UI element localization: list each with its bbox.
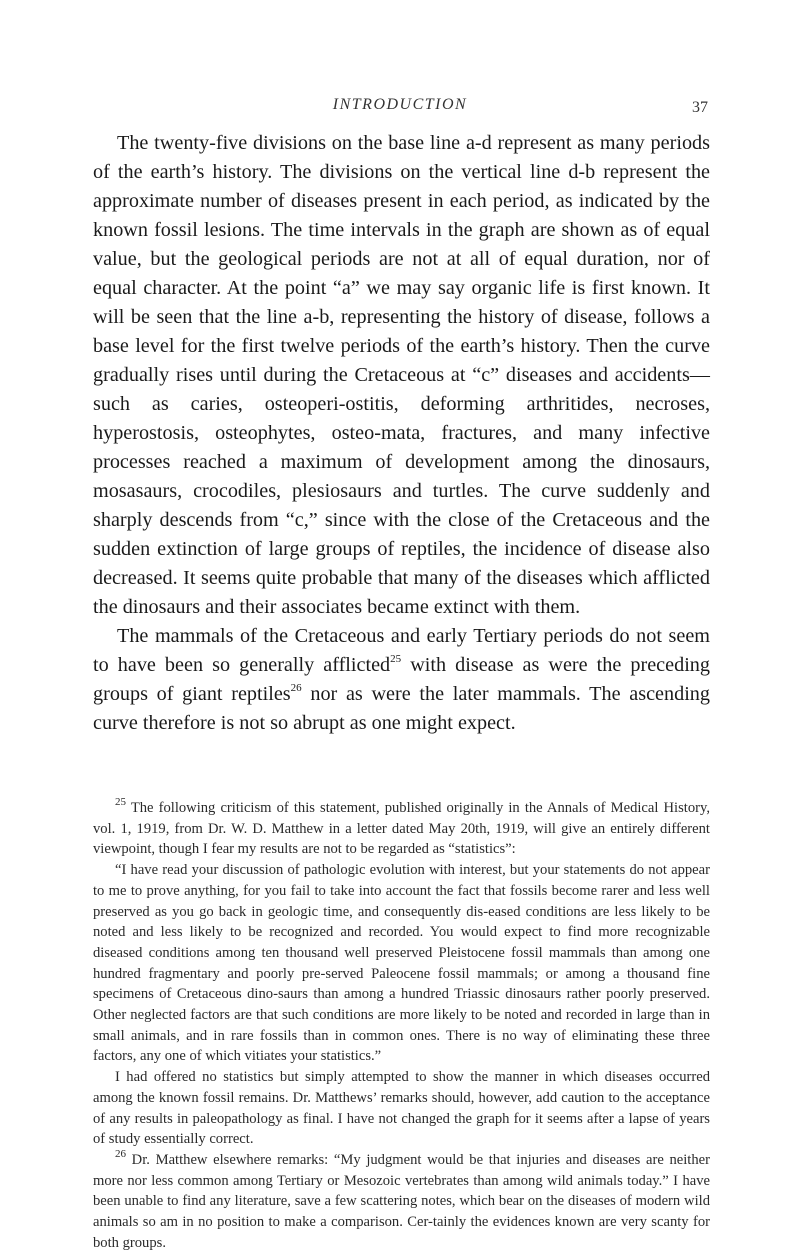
footnote-26-text: Dr. Matthew elsewhere remarks: “My judgment would be that injuries and diseases are neither more nor less common among Tertiary or Mesozoic vertebrates than among wild animals today.” I have been unable to find any literature, save a few scattering notes, which bear on the diseases of modern wild animals so am in no position to make a comparison. Cer-tainly the evidences known are very scanty for both groups. [93,1151,710,1251]
footnote-26 [93,1150,710,1254]
footnote-marker-26: 26 [115,1148,126,1161]
footnote-ref-25[interactable]: 25 [390,653,402,666]
footnote-25-quote: “I have read your discussion of pathologic evolution with interest, but your statements do not appear to me to prove anything, for you fail to take into account the fact that fossils become rarer and less well preserved as you go back in geologic time, and consequently dis-eased conditions are less likely to be noted and less likely to be recognized and recorded. You would expect to find more recognizable diseased conditions among ten thousand well preserved Pleistocene fossil mammals than among one hundred fragmentary and poorly pre-served Paleocene fossil mammals; or among a thousand fine specimens of Cretaceous dino-saurs than among a hundred Triassic dinosaurs rather poorly preserved. Other neglected factors are that such conditions are more likely to be noted and recorded in large than in small animals, and in rare fossils than in common ones. There is no way of eliminating these three factors, any one of which vitiates your statistics.” [93,862,710,1065]
paragraph-2-text-a: The mammals of the Cretaceous and early Tertiary periods do not seem to have been so generally afflicted [93,625,710,676]
footnote-25-reply: I had offered no statistics but simply attempted to show the manner in which diseases occurred among the known fossil remains. Dr. Matthews’ remarks should, however, add caution to the acceptance of any results in paleopathology as final. I have not changed the graph for it seems after a lapse of years of study essentially correct. [93,1069,710,1148]
footnote-ref-26[interactable]: 26 [290,682,302,695]
main-text [93,129,710,738]
page-number: 37 [692,99,708,116]
paragraph-2 [93,622,710,738]
footnotes [93,798,710,1253]
paragraph-1: The twenty-five divisions on the base line a-d represent as many periods of the earth’s history. The divisions on the vertical line d-b represent the approximate number of diseases present in each period, as indicated by the known fossil lesions. The time intervals in the graph are shown as of equal value, but the geological periods are not at all of equal duration, nor of equal character. At the point “a” we may say organic life is first known. It will be seen that the line a-b, representing the history of disease, follows a base level for the first twelve periods of the earth’s history. Then the curve gradually rises until during the Cretaceous at “c” diseases and accidents—such as caries, osteoperi-ostitis, deforming arthritides, necroses, hyperostosis, osteophytes, osteo-mata, fractures, and many infective processes reached a maximum of development among the dinosaurs, mosasaurs, crocodiles, plesiosaurs and turtles. The curve suddenly and sharply descends from “c,” since with the close of the Cretaceous and the sudden extinction of large groups of reptiles, the incidence of disease also decreased. It seems quite probable that many of the diseases which afflicted the dinosaurs and their associates became extinct with them. [93,132,710,618]
paragraph-2-text-c: nor as were the later mammals. The ascending curve therefore is not so abrupt as one might expect. [93,683,710,734]
footnote-25-intro: The following criticism of this statement, published originally in the Annals of Medical History, vol. 1, 1919, from Dr. W. D. Matthew in a letter dated May 20th, 1919, will give an entirely different viewpoint, though I fear my results are not to be regarded as “statistics”: [93,800,710,858]
running-head: INTRODUCTION [332,96,468,113]
paragraph-2-text-b: with disease as were the preceding groups of giant reptiles [93,654,710,705]
footnote-25 [93,798,710,860]
footnote-marker-25: 25 [115,796,126,809]
